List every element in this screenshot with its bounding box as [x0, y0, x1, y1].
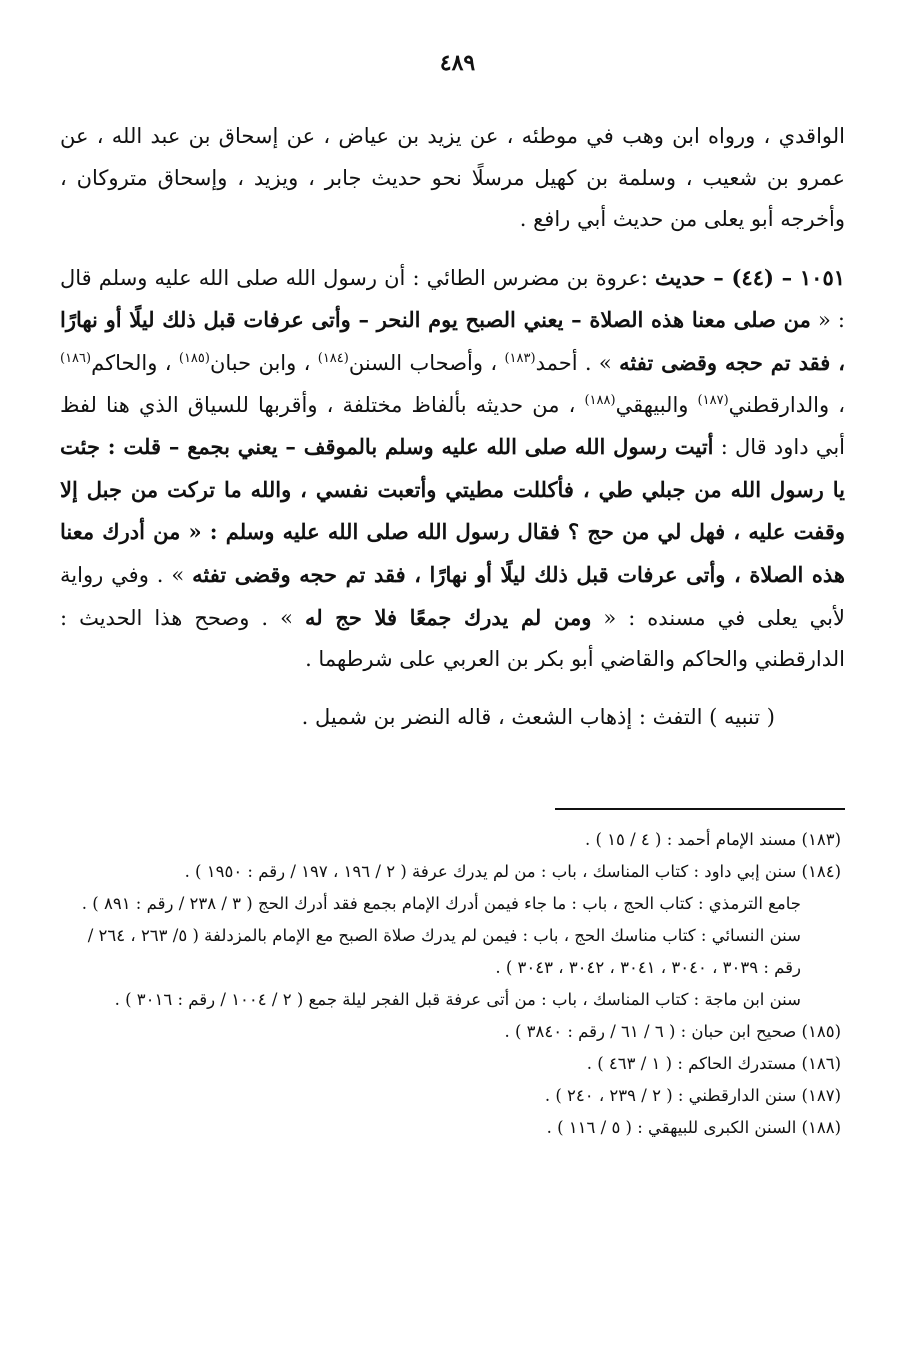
footnote-183: (١٨٣) مسند الإمام أحمد : ( ٤ / ١٥ ) . [584, 830, 841, 849]
main-text [60, 116, 845, 738]
hadith-text: ، والحاكم [91, 350, 179, 375]
footnote-ref-185[interactable]: (١٨٥) [178, 350, 210, 366]
hadith-quote-3: ومن لم يدرك جمعًا فلا حج له [304, 604, 592, 630]
hadith-quote-2: أتيت رسول الله صلى الله عليه وسلم بالموقف – يعني بجمع – قلت : جئت يا رسول الله من جبلي طي ، فأكللت مطيتي وأتعبت نفسي ، والله ما تركت من جبل إلا وقفت عليه ، فهل لي من حج ؟ فقال رسول الله صلى الله عليه وسلم : « من أدرك معنا هذه الصلاة ، وأتى عرفات قبل ذلك ليلًا أو نهارًا ، فقد تم حجه وقضى تفثه [60, 434, 845, 587]
hadith-quote-1: من صلى معنا هذه الصلاة – يعني الصبح يوم النحر – وأتى عرفات قبل ذلك ليلًا أو نهارًا ، فقد تم حجه وقضى تفثه [60, 307, 846, 375]
footnote-184-ibn-majah: سنن ابن ماجة : كتاب المناسك ، باب : من أتى عرفة قبل الفجر ليلة جمع ( ٢ / ١٠٠٤ / رقم : ٣٠١٦ ) . [114, 990, 801, 1009]
intro-paragraph: الواقدي ، ورواه ابن وهب في موطئه ، عن يزيد بن عياض ، عن إسحاق بن عبد الله ، عن عمرو بن شعيب ، وسلمة بن كهيل مرسلًا نحو حديث جابر ، ويزيد ، وإسحاق متروكان ، وأخرجه أبو يعلى من حديث أبي رافع . [60, 124, 845, 232]
hadith-text: » . وفي رواية لأبي يعلى في مسنده : « [60, 562, 845, 630]
footnote-ref-184[interactable]: (١٨٤) [317, 350, 349, 366]
footnote-ref-187[interactable]: (١٨٧) [697, 392, 729, 408]
footnote-184-nasai: سنن النسائي : كتاب مناسك الحج ، باب : فيمن لم يدرك صلاة الصبح مع الإمام بالمزدلفة ( ٥/ ٢٦٣ ، ٢٦٤ / رقم : ٣٠٣٩ ، ٣٠٤٠ ، ٣٠٤١ ، ٣٠٤٢ ، ٣٠٤٣ ) . [87, 926, 801, 977]
tanbih-note: ( تنبيه ) التفث : إذهاب الشعث ، قاله النضر بن شميل . [301, 704, 775, 729]
hadith-text: ، وابن حبان [209, 350, 318, 375]
footnote-divider [555, 808, 845, 810]
footnote-ref-188[interactable]: (١٨٨) [584, 392, 616, 408]
hadith-text: والبيهقي [615, 392, 698, 417]
hadith-text: ، من حديثه بألفاظ مختلفة ، وأقربها للسياق الذي هنا لفظ أبي داود قال : [60, 392, 845, 460]
footnote-184: (١٨٤) سنن إبي داود : كتاب المناسك ، باب : من لم يدرك عرفة ( ٢ / ١٩٦ ، ١٩٧ / رقم : ١٩٥٠ ) . [184, 862, 841, 881]
hadith-narrator: :عروة بن مضرس الطائي : أن رسول الله صلى الله عليه وسلم قال : « [60, 265, 846, 333]
footnote-184-tirmidhi: جامع الترمذي : كتاب الحج ، باب : ما جاء فيمن أدرك الإمام بجمع فقد أدرك الحج ( ٣ / ٢٣٨ / رقم : ٨٩١ ) . [81, 894, 801, 913]
hadith-number: ١٠٥١ – (٤٤) – حديث [655, 264, 846, 290]
hadith-text: » . وصحح هذا الحديث : الدارقطني والحاكم والقاضي أبو بكر بن العربي على شرطهما . [60, 605, 845, 672]
hadith-text: ، والدارقطني [728, 392, 845, 417]
footnote-186: (١٨٦) مستدرك الحاكم : ( ١ / ٤٦٣ ) . [586, 1054, 841, 1073]
footnote-ref-186[interactable]: (١٨٦) [60, 350, 92, 366]
hadith-text: ، وأصحاب السنن [348, 350, 505, 375]
page-number: ٤٨٩ [439, 50, 476, 76]
footnotes [60, 824, 845, 1144]
hadith-text: » . أحمد [535, 350, 620, 375]
hadith-paragraph [60, 257, 845, 681]
footnote-188: (١٨٨) السنن الكبرى للبيهقي : ( ٥ / ١١٦ ) . [546, 1118, 841, 1137]
footnote-ref-183[interactable]: (١٨٣) [504, 350, 536, 366]
footnote-185: (١٨٥) صحيح ابن حبان : ( ٦ / ٦١ / رقم : ٣٨٤٠ ) . [504, 1022, 841, 1041]
footnote-187: (١٨٧) سنن الدارقطني : ( ٢ / ٢٣٩ ، ٢٤٠ ) . [544, 1086, 841, 1105]
